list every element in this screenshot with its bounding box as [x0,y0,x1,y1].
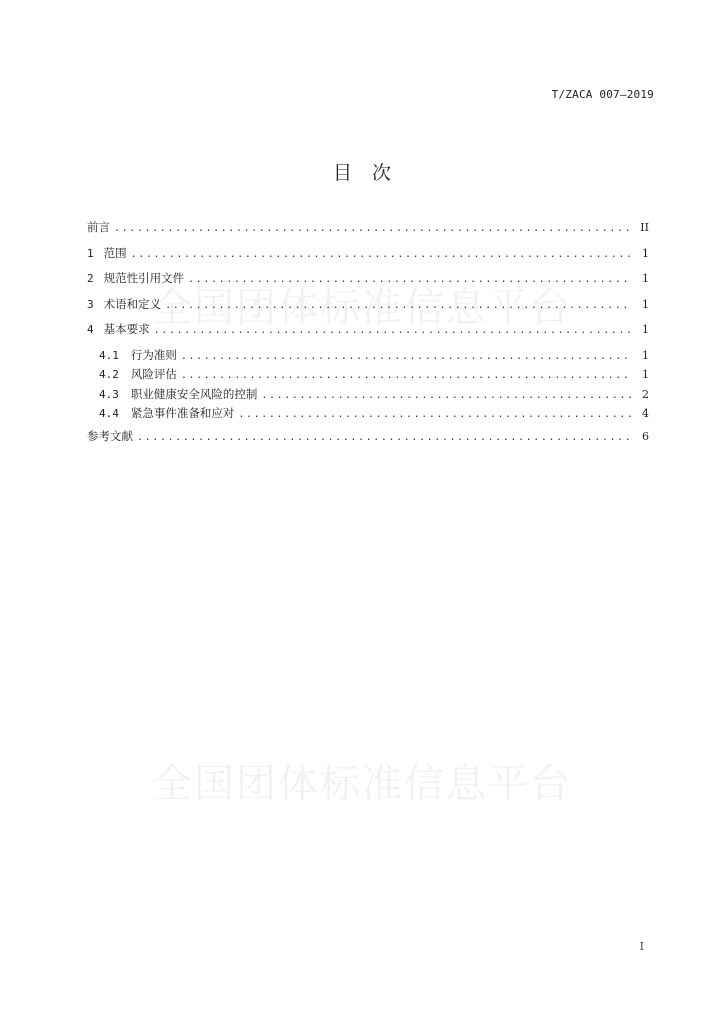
toc-label: 前言 [87,220,110,234]
toc-label: 职业健康安全风险的控制 [130,386,258,401]
toc-label: 风险评估 [130,367,177,381]
toc-page: 6 [642,429,649,443]
toc-number: 4.1 [99,348,119,362]
toc-leader [114,216,631,242]
toc-entry-bibliography[interactable] [87,424,649,450]
watermark-bottom: 全国团体标准信息平台 [152,761,572,807]
toc-entry-terms-definitions[interactable] [87,292,649,318]
toc-number: 2 [87,272,94,285]
toc-page: 1 [642,323,649,336]
toc-label: 行为准则 [130,347,177,362]
toc-page: 1 [642,348,649,362]
table-of-contents [87,215,649,449]
toc-entry-basic-requirements[interactable] [87,317,649,343]
toc-number: 4 [87,323,94,336]
toc-number: 4.3 [99,387,119,401]
toc-label: 紧急事件准备和应对 [130,406,235,420]
toc-entry-normative-references[interactable] [87,266,649,292]
toc-entry-scope[interactable] [87,241,649,267]
toc-leader [261,386,631,406]
toc-leader [181,347,631,367]
toc-label: 术语和定义 [103,296,162,311]
toc-number: 3 [87,297,94,311]
standard-code: T/ZACA 007—2019 [551,88,654,101]
toc-leader [154,318,631,344]
toc-page: 1 [642,368,649,381]
toc-page: 1 [642,297,649,311]
toc-page: 2 [642,387,649,401]
toc-number: 1 [87,246,94,260]
toc-entry-emergency-preparedness[interactable] [87,404,649,424]
toc-label: 参考文献 [87,428,133,443]
toc-label: 规范性引用文件 [103,271,185,285]
toc-leader [181,366,631,386]
toc-leader [137,425,631,451]
toc-entry-foreword[interactable] [87,215,649,241]
watermark-top: 全国团体标准信息平台 [152,285,572,331]
toc-number: 4.4 [99,407,119,420]
toc-leader [131,242,631,268]
toc-entry-code-of-conduct[interactable] [87,346,649,366]
toc-page: 1 [642,272,649,285]
toc-leader [238,405,631,425]
toc-entry-ohs-risk-control[interactable] [87,385,649,405]
toc-page: II [640,221,649,234]
toc-leader [188,267,631,293]
toc-number: 4.2 [99,368,119,381]
toc-entry-risk-assessment[interactable] [87,365,649,385]
page-title: 目次 [332,162,411,184]
toc-page: 4 [642,407,649,420]
toc-leader [165,293,631,319]
toc-label: 基本要求 [103,322,150,336]
toc-label: 范围 [103,245,127,260]
toc-page: 1 [642,246,649,260]
footer-page-number: I [639,940,644,953]
